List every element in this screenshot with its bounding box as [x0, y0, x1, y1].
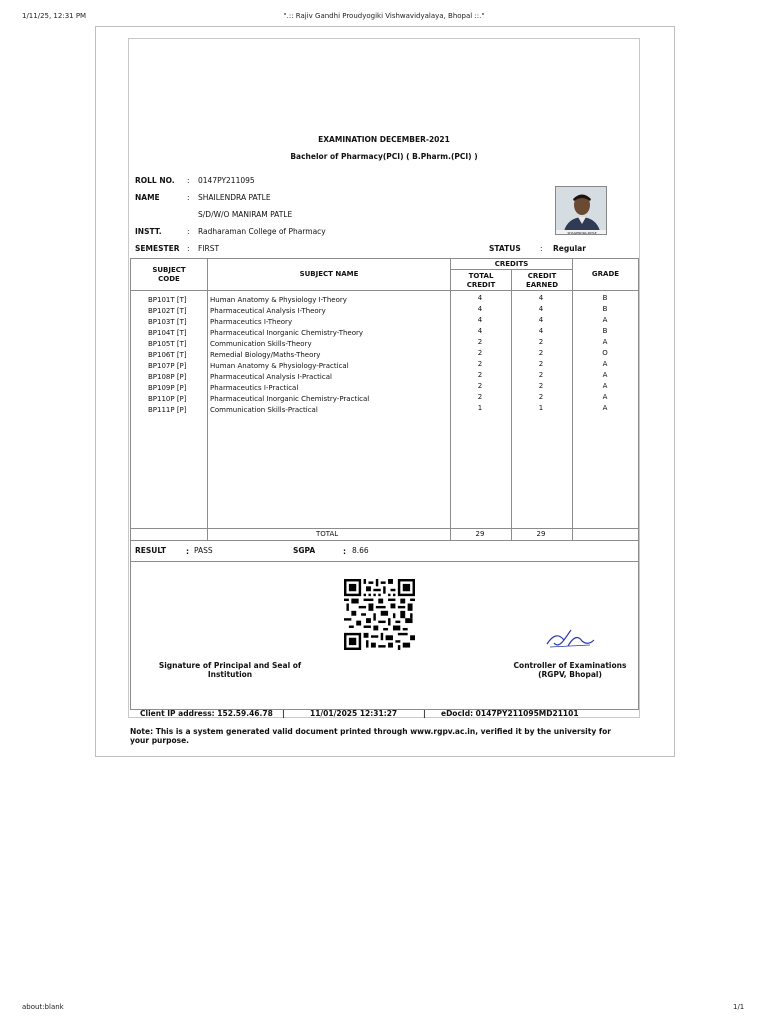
- row-total: 2: [477, 338, 483, 346]
- row-code: BP104T [T]: [148, 329, 187, 337]
- program-title: Bachelor of Pharmacy(PCI) ( B.Pharm.(PCI) ): [290, 152, 478, 161]
- row-earned: 1: [538, 404, 544, 412]
- student-photo-icon: [556, 187, 607, 235]
- row-subject: Pharmaceutics I-Theory: [210, 318, 293, 326]
- row-grade: A: [602, 382, 608, 390]
- photo-caption: SHAILENDRA PATLE: [567, 231, 597, 235]
- semester-colon: :: [187, 244, 190, 253]
- row-subject: Communication Skills-Practical: [210, 406, 318, 414]
- header-grade: GRADE: [591, 270, 620, 278]
- print-timestamp: 11/01/2025 12:31:27: [310, 709, 398, 718]
- footer-separator-1: |: [282, 709, 285, 718]
- row-code: BP107P [P]: [148, 362, 187, 370]
- row-total: 2: [477, 371, 483, 379]
- client-ip: Client IP address: 152.59.46.78: [140, 709, 273, 718]
- row-subject: Pharmaceutical Analysis I-Theory: [210, 307, 326, 315]
- header-credits: CREDITS: [494, 260, 529, 268]
- row-total: 4: [477, 294, 483, 302]
- result-label: RESULT: [135, 546, 167, 555]
- controller-signature-icon: [544, 626, 596, 652]
- name-label: NAME: [135, 193, 160, 202]
- system-note: Note: This is a system generated valid document printed through www.rgpv.ac.in, verified it by the university for your purpose.: [130, 727, 611, 745]
- row-code: BP102T [T]: [148, 307, 187, 315]
- row-earned: 2: [538, 338, 544, 346]
- row-subject: Pharmaceutical Analysis I-Practical: [210, 373, 332, 381]
- row-subject: Pharmaceutical Inorganic Chemistry-Theory: [210, 329, 364, 337]
- row-earned: 4: [538, 305, 544, 313]
- row-total: 4: [477, 305, 483, 313]
- status-colon: :: [540, 244, 543, 253]
- row-earned: 2: [538, 360, 544, 368]
- row-subject: Communication Skills-Theory: [210, 340, 312, 348]
- parent-value: S/D/W/O MANIRAM PATLE: [198, 210, 293, 219]
- principal-signature-caption: Signature of Principal and Seal of Institution: [158, 661, 302, 679]
- inst-colon: :: [187, 227, 190, 236]
- row-grade: O: [602, 349, 608, 357]
- row-subject: Remedial Biology/Maths-Theory: [210, 351, 321, 359]
- roll-value: 0147PY211095: [198, 176, 255, 185]
- row-grade: A: [602, 404, 608, 412]
- row-subject: Pharmaceutics I-Practical: [210, 384, 299, 392]
- semester-label: SEMESTER: [135, 244, 180, 253]
- semester-value: FIRST: [198, 244, 220, 253]
- qr-code-icon: [343, 579, 416, 650]
- row-total: 4: [477, 327, 483, 335]
- row-total: 2: [477, 360, 483, 368]
- row-total: 2: [477, 382, 483, 390]
- row-code: BP109P [P]: [148, 384, 187, 392]
- row-total: 4: [477, 316, 483, 324]
- row-grade: A: [602, 316, 608, 324]
- footer-separator-2: |: [423, 709, 426, 718]
- print-page-count: 1/1: [733, 1003, 745, 1011]
- row-total: 2: [477, 393, 483, 401]
- row-subject: Human Anatomy & Physiology I-Theory: [210, 296, 347, 304]
- name-colon: :: [187, 193, 190, 202]
- controller-line-1: Controller of Examinations: [513, 661, 627, 670]
- row-earned: 2: [538, 349, 544, 357]
- sgpa-colon: :: [343, 547, 346, 556]
- row-grade: B: [602, 305, 608, 313]
- print-datetime: 1/11/25, 12:31 PM: [22, 12, 87, 20]
- status-value: Regular: [553, 244, 586, 253]
- exam-title: EXAMINATION DECEMBER-2021: [318, 135, 450, 144]
- name-value: SHAILENDRA PATLE: [198, 193, 271, 202]
- edoc-id: eDocId: 0147PY211095MD21101: [441, 709, 579, 718]
- inst-value: Radharaman College of Pharmacy: [198, 227, 326, 236]
- controller-line-2: (RGPV, Bhopal): [538, 670, 602, 679]
- inst-label: INSTT.: [135, 227, 162, 236]
- row-grade: B: [602, 327, 608, 335]
- row-grade: A: [602, 360, 608, 368]
- row-subject: Pharmaceutical Inorganic Chemistry-Practical: [210, 395, 370, 403]
- row-earned: 4: [538, 294, 544, 302]
- row-earned: 4: [538, 316, 544, 324]
- result-colon: :: [186, 547, 189, 556]
- row-code: BP110P [P]: [148, 395, 187, 403]
- row-earned: 2: [538, 371, 544, 379]
- controller-signature-caption: [500, 661, 640, 679]
- total-label: TOTAL: [316, 530, 339, 538]
- total-credit-value: 29: [475, 530, 485, 538]
- row-grade: A: [602, 338, 608, 346]
- row-grade: B: [602, 294, 608, 302]
- status-label: STATUS: [489, 244, 521, 253]
- header-credit-earned: CREDIT EARNED: [525, 272, 559, 289]
- sgpa-label: SGPA: [293, 546, 316, 555]
- print-url: about:blank: [22, 1003, 64, 1011]
- row-code: BP106T [T]: [148, 351, 187, 359]
- row-grade: A: [602, 393, 608, 401]
- print-page-title: ".:: Rajiv Gandhi Proudyogiki Vishwavidyalaya, Bhopal ::.": [283, 12, 485, 20]
- row-code: BP108P [P]: [148, 373, 187, 381]
- row-earned: 2: [538, 393, 544, 401]
- row-code: BP103T [T]: [148, 318, 187, 326]
- roll-colon: :: [187, 176, 190, 185]
- result-value: PASS: [194, 546, 213, 555]
- header-subject-code: SUBJECT CODE: [152, 266, 186, 283]
- row-earned: 2: [538, 382, 544, 390]
- row-code: BP101T [T]: [148, 296, 187, 304]
- row-total: 1: [477, 404, 483, 412]
- row-total: 2: [477, 349, 483, 357]
- row-subject: Human Anatomy & Physiology-Practical: [210, 362, 349, 370]
- student-photo: [555, 186, 607, 235]
- row-earned: 4: [538, 327, 544, 335]
- row-code: BP105T [T]: [148, 340, 187, 348]
- header-total-credit: TOTAL CREDIT: [466, 272, 496, 289]
- roll-label: ROLL NO.: [135, 176, 175, 185]
- row-code: BP111P [P]: [148, 406, 187, 414]
- total-earned-value: 29: [536, 530, 546, 538]
- row-grade: A: [602, 371, 608, 379]
- sgpa-value: 8.66: [352, 546, 369, 555]
- header-subject-name: SUBJECT NAME: [299, 270, 359, 278]
